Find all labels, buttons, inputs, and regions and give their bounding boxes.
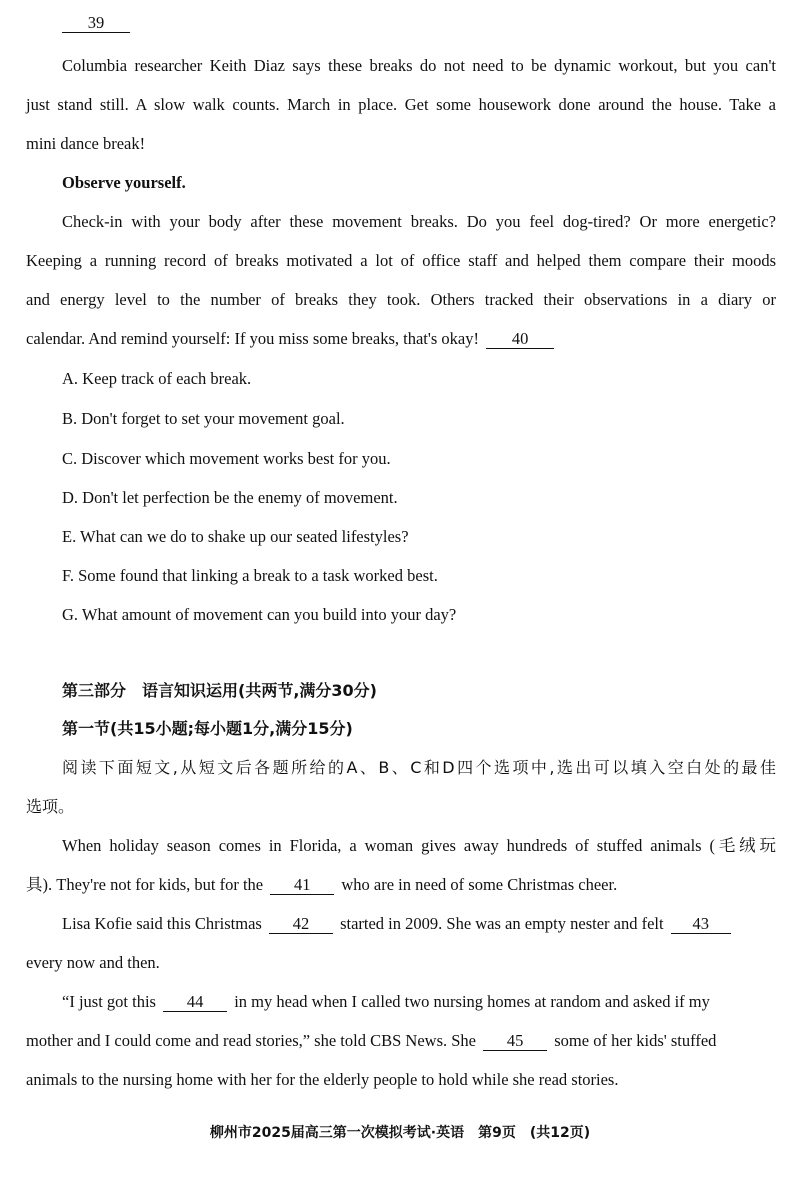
para1-line3: mini dance break! xyxy=(26,134,146,153)
instruction-line1: 阅读下面短文,从短文后各题所给的A、B、C和D四个选项中,选出可以填入空白处的最佳 xyxy=(62,758,776,777)
para1-line2: just stand still. A slow walk counts. March in place. Get some housework done around the house. Take a xyxy=(26,95,776,114)
cloze-p3-line1 xyxy=(62,991,776,1013)
option-a: A. Keep track of each break. xyxy=(62,369,252,388)
answer-blank-44: 44 xyxy=(163,993,227,1012)
cloze-p2-line1 xyxy=(62,913,776,935)
option-g: G. What amount of movement can you build into your day? xyxy=(62,605,457,624)
cloze-p1-line2a: 具). They're not for kids, but for the xyxy=(26,875,264,894)
answer-blank-42: 42 xyxy=(269,915,333,934)
section-part3-title: 第三部分 语言知识运用(共两节,满分30分) xyxy=(62,681,377,700)
para1-line1: Columbia researcher Keith Diaz says these breaks do not need to be dynamic workout, but you can't xyxy=(62,56,776,75)
para2-line3: and energy level to the number of breaks they took. Others tracked their observations in a diary or xyxy=(26,290,776,309)
cloze-p3-line3: animals to the nursing home with her for the elderly people to hold while she read stories. xyxy=(26,1070,619,1089)
instruction-line2: 选项。 xyxy=(26,797,75,816)
option-c: C. Discover which movement works best for you. xyxy=(62,449,391,468)
answer-blank-41: 41 xyxy=(270,876,334,895)
cloze-p3-line1b: in my head when I called two nursing homes at random and asked if my xyxy=(234,992,710,1011)
cloze-p1-line2 xyxy=(26,874,776,896)
answer-blank-39-line xyxy=(62,12,776,34)
option-d: D. Don't let perfection be the enemy of movement. xyxy=(62,488,398,507)
answer-blank-39: 39 xyxy=(62,14,130,33)
cloze-p3-line2b: some of her kids' stuffed xyxy=(554,1031,717,1050)
answer-blank-43: 43 xyxy=(671,915,731,934)
para2-line2: Keeping a running record of breaks motivated a lot of office staff and helped them compare their moods xyxy=(26,251,776,270)
option-b: B. Don't forget to set your movement goal. xyxy=(62,409,345,428)
option-f: F. Some found that linking a break to a task worked best. xyxy=(62,566,438,585)
option-e: E. What can we do to shake up our seated lifestyles? xyxy=(62,527,409,546)
section-heading-observe: Observe yourself. xyxy=(62,173,186,192)
para2-line1: Check-in with your body after these movement breaks. Do you feel dog-tired? Or more energetic? xyxy=(62,212,776,231)
answer-blank-45: 45 xyxy=(483,1032,547,1051)
cloze-p3-line2a: mother and I could come and read stories,” she told CBS News. She xyxy=(26,1031,476,1050)
para2-line4-text: calendar. And remind yourself: If you miss some breaks, that's okay! xyxy=(26,329,479,348)
cloze-p3-line1a: “I just got this xyxy=(62,992,156,1011)
cloze-p3-line2 xyxy=(26,1030,776,1052)
cloze-p2-line1a: Lisa Kofie said this Christmas xyxy=(62,914,262,933)
answer-blank-40: 40 xyxy=(486,330,554,349)
cloze-p1-line1: When holiday season comes in Florida, a woman gives away hundreds of stuffed animals (毛绒玩 xyxy=(62,836,776,855)
section-1-title: 第一节(共15小题;每小题1分,满分15分) xyxy=(62,719,353,738)
cloze-p1-line2b: who are in need of some Christmas cheer. xyxy=(341,875,618,894)
cloze-p2-line2: every now and then. xyxy=(26,953,160,972)
cloze-p2-line1b: started in 2009. She was an empty nester and felt xyxy=(340,914,664,933)
page-footer: 柳州市2025届高三第一次模拟考试·英语 第9页 (共12页) xyxy=(209,1125,591,1141)
para2-line4 xyxy=(26,328,776,350)
